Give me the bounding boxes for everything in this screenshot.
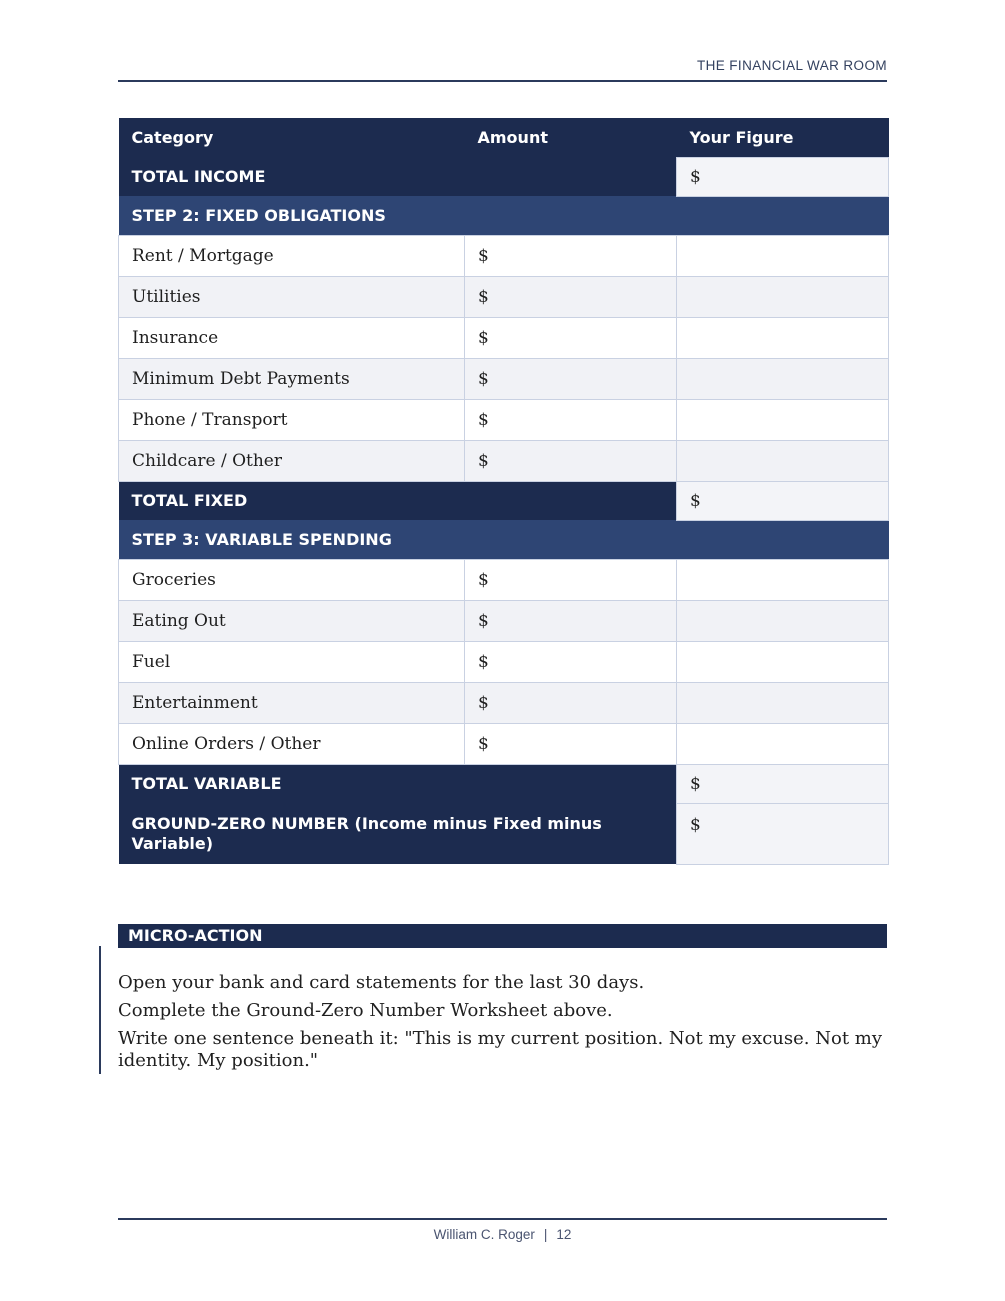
row-your-figure[interactable] bbox=[677, 682, 889, 723]
row-amount[interactable]: $ bbox=[465, 600, 677, 641]
total-income-figure[interactable]: $ bbox=[677, 157, 889, 196]
row-category: Rent / Mortgage bbox=[119, 235, 465, 276]
column-header-category: Category bbox=[119, 118, 465, 157]
step-2-title: STEP 2: FIXED OBLIGATIONS bbox=[119, 196, 889, 235]
table-row bbox=[119, 317, 889, 358]
row-amount[interactable]: $ bbox=[465, 317, 677, 358]
row-your-figure[interactable] bbox=[677, 723, 889, 764]
total-fixed-label: TOTAL FIXED bbox=[119, 481, 677, 520]
row-your-figure[interactable] bbox=[677, 399, 889, 440]
total-variable-row bbox=[119, 764, 889, 803]
table-row bbox=[119, 600, 889, 641]
row-amount[interactable]: $ bbox=[465, 440, 677, 481]
step-2-header-row bbox=[119, 196, 889, 235]
table-row bbox=[119, 641, 889, 682]
table-row bbox=[119, 559, 889, 600]
ground-zero-figure[interactable]: $ bbox=[677, 803, 889, 864]
table-header-row bbox=[119, 118, 889, 157]
row-category: Childcare / Other bbox=[119, 440, 465, 481]
ground-zero-worksheet-table bbox=[118, 118, 889, 865]
page-footer bbox=[118, 1227, 887, 1242]
row-amount[interactable]: $ bbox=[465, 399, 677, 440]
row-amount[interactable]: $ bbox=[465, 276, 677, 317]
table-row bbox=[119, 358, 889, 399]
micro-action-side-rule bbox=[99, 946, 101, 1074]
row-your-figure[interactable] bbox=[677, 235, 889, 276]
row-amount[interactable]: $ bbox=[465, 723, 677, 764]
row-your-figure[interactable] bbox=[677, 641, 889, 682]
step-3-title: STEP 3: VARIABLE SPENDING bbox=[119, 520, 889, 559]
row-your-figure[interactable] bbox=[677, 559, 889, 600]
row-your-figure[interactable] bbox=[677, 440, 889, 481]
row-category: Eating Out bbox=[119, 600, 465, 641]
row-your-figure[interactable] bbox=[677, 600, 889, 641]
ground-zero-label: GROUND-ZERO NUMBER (Income minus Fixed minus Variable) bbox=[119, 803, 677, 864]
table-row bbox=[119, 276, 889, 317]
micro-action-line: Write one sentence beneath it: "This is my current position. Not my excuse. Not my identity. My position." bbox=[118, 1028, 883, 1071]
step-3-header-row bbox=[119, 520, 889, 559]
row-amount[interactable]: $ bbox=[465, 358, 677, 399]
table-row bbox=[119, 440, 889, 481]
micro-action-line: Open your bank and card statements for the last 30 days. bbox=[118, 972, 645, 993]
total-variable-figure[interactable]: $ bbox=[677, 764, 889, 803]
footer-rule bbox=[118, 1218, 887, 1220]
row-category: Minimum Debt Payments bbox=[119, 358, 465, 399]
row-category: Phone / Transport bbox=[119, 399, 465, 440]
row-category: Entertainment bbox=[119, 682, 465, 723]
ground-zero-row bbox=[119, 803, 889, 864]
table-row bbox=[119, 682, 889, 723]
micro-action-body bbox=[118, 972, 893, 1078]
row-category: Groceries bbox=[119, 559, 465, 600]
row-category: Insurance bbox=[119, 317, 465, 358]
row-amount[interactable]: $ bbox=[465, 641, 677, 682]
footer-author: William C. Roger bbox=[433, 1227, 535, 1242]
total-income-label: TOTAL INCOME bbox=[119, 157, 677, 196]
column-header-your-figure: Your Figure bbox=[677, 118, 889, 157]
running-header: THE FINANCIAL WAR ROOM bbox=[696, 58, 887, 73]
column-header-amount: Amount bbox=[465, 118, 677, 157]
total-variable-label: TOTAL VARIABLE bbox=[119, 764, 677, 803]
row-your-figure[interactable] bbox=[677, 317, 889, 358]
row-amount[interactable]: $ bbox=[465, 682, 677, 723]
micro-action-heading: MICRO-ACTION bbox=[118, 924, 887, 948]
table-row bbox=[119, 723, 889, 764]
row-category: Fuel bbox=[119, 641, 465, 682]
row-your-figure[interactable] bbox=[677, 276, 889, 317]
row-amount[interactable]: $ bbox=[465, 235, 677, 276]
total-fixed-figure[interactable]: $ bbox=[677, 481, 889, 520]
row-amount[interactable]: $ bbox=[465, 559, 677, 600]
row-category: Online Orders / Other bbox=[119, 723, 465, 764]
table-row bbox=[119, 399, 889, 440]
footer-separator: | bbox=[543, 1227, 548, 1242]
page-number: 12 bbox=[556, 1227, 572, 1242]
total-fixed-row bbox=[119, 481, 889, 520]
header-rule bbox=[118, 80, 887, 82]
micro-action-line: Complete the Ground-Zero Number Worksheet above. bbox=[118, 1000, 613, 1021]
table-row bbox=[119, 235, 889, 276]
row-category: Utilities bbox=[119, 276, 465, 317]
row-your-figure[interactable] bbox=[677, 358, 889, 399]
total-income-row bbox=[119, 157, 889, 196]
